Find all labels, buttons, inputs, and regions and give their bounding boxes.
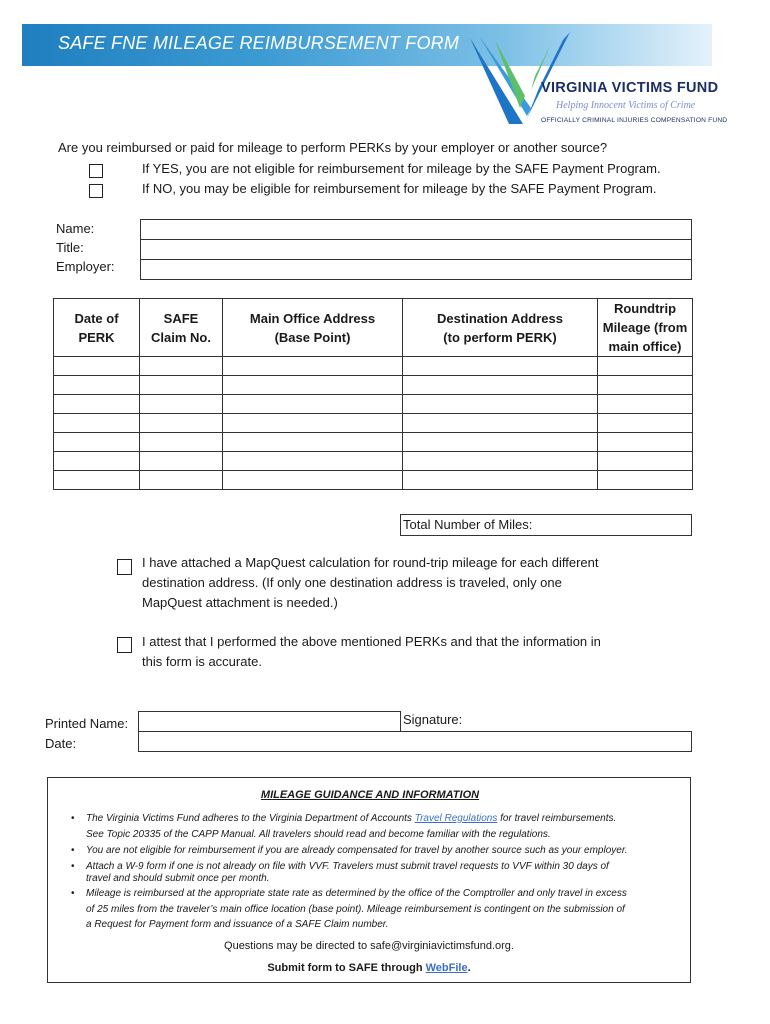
col-header-date-of-perk: Date of PERK xyxy=(54,299,140,357)
destination-address-cell[interactable] xyxy=(403,357,598,376)
date-cell[interactable] xyxy=(54,452,140,471)
mileage-question: Are you reimbursed or paid for mileage to perform PERKs by your employer or another source? xyxy=(58,140,608,155)
office-address-cell[interactable] xyxy=(223,414,403,433)
mileage-cell[interactable] xyxy=(598,433,693,452)
claim-cell[interactable] xyxy=(140,376,223,395)
guidance-title: MILEAGE GUIDANCE AND INFORMATION xyxy=(260,789,480,801)
mapquest-checkbox[interactable] xyxy=(117,559,132,575)
destination-address-cell[interactable] xyxy=(403,376,598,395)
title-label: Title: xyxy=(56,240,84,255)
guidance-item-w9-line1: Attach a W-9 form if one is not already on file with VVF. Travelers must submit travel requests to VVF within 30 days of xyxy=(86,861,609,872)
date-cell[interactable] xyxy=(54,395,140,414)
claim-cell[interactable] xyxy=(140,357,223,376)
guidance-item-travel-regulations: The Virginia Victims Fund adheres to the Virginia Department of Accounts Travel Regulations for travel reimbursements. xyxy=(86,813,617,824)
logo-name: VIRGINIA VICTIMS FUND xyxy=(541,80,719,96)
bullet-icon: • xyxy=(71,861,75,872)
destination-address-cell[interactable] xyxy=(403,433,598,452)
guidance-item-capp: See Topic 20335 of the CAPP Manual. All travelers should read and become familiar with the regulations. xyxy=(86,829,551,840)
webfile-link[interactable]: WebFile xyxy=(425,962,468,974)
mapquest-text-line1: I have attached a MapQuest calculation for round-trip mileage for each different xyxy=(142,555,599,570)
table-row xyxy=(54,414,693,433)
guidance-item-rate-line2: of 25 miles from the traveler’s main office location (base point). Mileage reimbursement is contingent on the submission of xyxy=(86,904,625,915)
mapquest-text-line3: MapQuest attachment is needed.) xyxy=(142,595,338,610)
page-title: SAFE FNE MILEAGE REIMBURSEMENT FORM xyxy=(58,33,460,53)
mileage-cell[interactable] xyxy=(598,452,693,471)
yes-checkbox[interactable] xyxy=(89,164,103,178)
col-header-safe-claim-no: SAFE Claim No. xyxy=(140,299,223,357)
office-address-cell[interactable] xyxy=(223,433,403,452)
logo-subline: OFFICIALLY CRIMINAL INJURIES COMPENSATION FUND xyxy=(541,117,728,124)
perk-mileage-table xyxy=(53,298,693,490)
logo-tagline: Helping Innocent Victims of Crime xyxy=(556,100,696,111)
guidance-item-rate-line3: a Request for Payment form and issuance of a SAFE Claim number. xyxy=(86,919,389,930)
claim-cell[interactable] xyxy=(140,452,223,471)
destination-address-cell[interactable] xyxy=(403,414,598,433)
bullet-icon: • xyxy=(71,845,75,856)
office-address-cell[interactable] xyxy=(223,357,403,376)
printed-name-field[interactable] xyxy=(138,711,401,732)
guidance-item-w9-line2: travel and should submit once per month. xyxy=(86,873,270,884)
attest-text-line2: this form is accurate. xyxy=(142,654,262,669)
signature-divider xyxy=(400,711,401,732)
claim-cell[interactable] xyxy=(140,471,223,490)
date-cell[interactable] xyxy=(54,433,140,452)
travel-regulations-link[interactable]: Travel Regulations xyxy=(414,813,498,824)
attest-text-line1: I attest that I performed the above mentioned PERKs and that the information in xyxy=(142,634,601,649)
table-row xyxy=(54,376,693,395)
destination-address-cell[interactable] xyxy=(403,395,598,414)
questions-contact: Questions may be directed to safe@virginiavictimsfund.org. xyxy=(224,940,514,952)
table-row xyxy=(54,433,693,452)
employer-label: Employer: xyxy=(56,259,115,274)
total-miles-label: Total Number of Miles: xyxy=(403,517,533,532)
attest-checkbox[interactable] xyxy=(117,637,132,653)
name-field[interactable] xyxy=(140,219,692,240)
date-cell[interactable] xyxy=(54,376,140,395)
col-header-roundtrip-mileage: Roundtrip Mileage (from main office) xyxy=(598,299,693,357)
office-address-cell[interactable] xyxy=(223,395,403,414)
yes-option-label: If YES, you are not eligible for reimbursement for mileage by the SAFE Payment Program. xyxy=(142,161,661,176)
guidance-item-rate-line1: Mileage is reimbursed at the appropriate state rate as determined by the office of the Comptroller and only travel in excess xyxy=(86,888,627,899)
date-cell[interactable] xyxy=(54,357,140,376)
mileage-cell[interactable] xyxy=(598,471,693,490)
date-field[interactable] xyxy=(138,731,692,752)
table-row xyxy=(54,395,693,414)
table-row xyxy=(54,357,693,376)
bullet-icon: • xyxy=(71,813,75,824)
table-row xyxy=(54,452,693,471)
claim-cell[interactable] xyxy=(140,395,223,414)
col-header-destination-address: Destination Address (to perform PERK) xyxy=(403,299,598,357)
date-cell[interactable] xyxy=(54,414,140,433)
table-header-row xyxy=(54,299,693,357)
destination-address-cell[interactable] xyxy=(403,471,598,490)
mileage-cell[interactable] xyxy=(598,376,693,395)
destination-address-cell[interactable] xyxy=(403,452,598,471)
signature-label: Signature: xyxy=(403,712,463,727)
mileage-cell[interactable] xyxy=(598,395,693,414)
mileage-cell[interactable] xyxy=(598,414,693,433)
office-address-cell[interactable] xyxy=(223,376,403,395)
mileage-cell[interactable] xyxy=(598,357,693,376)
title-field[interactable] xyxy=(140,239,692,260)
mapquest-text-line2: destination address. (If only one destination address is traveled, only one xyxy=(142,575,562,590)
employer-field[interactable] xyxy=(140,259,692,280)
date-cell[interactable] xyxy=(54,471,140,490)
office-address-cell[interactable] xyxy=(223,471,403,490)
claim-cell[interactable] xyxy=(140,414,223,433)
claim-cell[interactable] xyxy=(140,433,223,452)
no-checkbox[interactable] xyxy=(89,184,103,198)
printed-name-label: Printed Name: xyxy=(45,716,129,731)
guidance-item-not-eligible: You are not eligible for reimbursement if you are already compensated for travel by another source such as your employer. xyxy=(86,845,628,856)
table-row xyxy=(54,471,693,490)
col-header-main-office-address: Main Office Address (Base Point) xyxy=(223,299,403,357)
bullet-icon: • xyxy=(71,888,75,899)
office-address-cell[interactable] xyxy=(223,452,403,471)
date-label: Date: xyxy=(45,736,77,751)
submit-instruction: Submit form to SAFE through WebFile. xyxy=(267,962,471,974)
no-option-label: If NO, you may be eligible for reimbursement for mileage by the SAFE Payment Program. xyxy=(142,181,657,196)
name-label: Name: xyxy=(56,221,95,236)
